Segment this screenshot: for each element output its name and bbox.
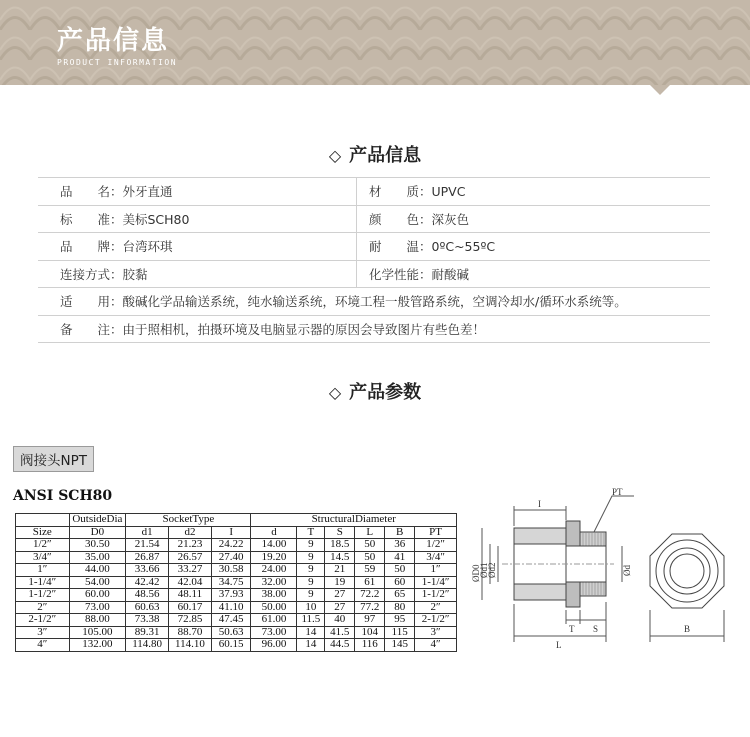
spec-row	[16, 551, 457, 564]
info-row	[38, 233, 710, 261]
spec-table	[15, 513, 457, 652]
spec-cell: 50	[355, 539, 385, 552]
spec-cell: 60.17	[169, 601, 212, 614]
spec-cell: 9	[297, 589, 325, 602]
spec-cell: 19.20	[251, 551, 297, 564]
spec-cell: 80	[385, 601, 415, 614]
banner-notch	[650, 85, 670, 95]
spec-column-row	[16, 526, 457, 539]
spec-cell: 41	[385, 551, 415, 564]
banner-title: 产品信息	[57, 26, 170, 56]
spec-cell: 34.75	[211, 576, 251, 589]
spec-cell: 1-1/2″	[16, 589, 70, 602]
spec-cell: 27	[325, 589, 355, 602]
spec-column-header: I	[211, 526, 251, 539]
spec-cell: 21.54	[126, 539, 169, 552]
spec-cell: 4″	[16, 639, 70, 652]
spec-cell: 30.50	[69, 539, 126, 552]
spec-cell: 77.2	[355, 601, 385, 614]
spec-cell: 50.63	[211, 626, 251, 639]
spec-cell: 132.00	[69, 639, 126, 652]
spec-group-header: OutsideDia	[69, 514, 126, 527]
spec-cell: 2-1/2″	[16, 614, 70, 627]
spec-cell: 3/4″	[16, 551, 70, 564]
spec-column-header: d1	[126, 526, 169, 539]
info-note: 备 注：由于照相机，拍摄环境及电脑显示器的原因会导致图片有些色差！	[38, 315, 710, 343]
spec-cell: 27	[325, 601, 355, 614]
spec-cell: 88.00	[69, 614, 126, 627]
info-row	[38, 178, 710, 206]
spec-heading: ANSI SCH80	[13, 488, 113, 504]
spec-cell: 2″	[415, 601, 457, 614]
spec-cell: 61	[355, 576, 385, 589]
info-cell: 化学性能：耐酸碱	[357, 260, 711, 288]
spec-cell: 73.00	[69, 601, 126, 614]
info-cell: 品 牌：台湾环琪	[38, 233, 357, 261]
spec-cell: 88.70	[169, 626, 212, 639]
spec-cell: 9	[297, 551, 325, 564]
spec-cell: 1″	[415, 564, 457, 577]
spec-cell: 44.5	[325, 639, 355, 652]
spec-cell: 11.5	[297, 614, 325, 627]
info-cell: 连接方式：胶黏	[38, 260, 357, 288]
spec-column-header: D0	[69, 526, 126, 539]
spec-cell: 96.00	[251, 639, 297, 652]
spec-cell: 48.11	[169, 589, 212, 602]
spec-column-header: d2	[169, 526, 212, 539]
spec-cell: 26.57	[169, 551, 212, 564]
spec-cell: 30.58	[211, 564, 251, 577]
spec-cell: 1/2″	[415, 539, 457, 552]
diamond-icon: ◇	[328, 146, 342, 165]
spec-cell: 50.00	[251, 601, 297, 614]
info-cell: 颜 色：深灰色	[357, 205, 711, 233]
label-pt: PT	[612, 487, 623, 497]
spec-cell: 105.00	[69, 626, 126, 639]
spec-cell: 9	[297, 576, 325, 589]
spec-column-header: L	[355, 526, 385, 539]
spec-cell: 114.10	[169, 639, 212, 652]
info-cell: 材 质：UPVC	[357, 178, 711, 206]
spec-cell: 14.00	[251, 539, 297, 552]
spec-cell: 14	[297, 639, 325, 652]
spec-cell: 1″	[16, 564, 70, 577]
spec-cell: 60.63	[126, 601, 169, 614]
spec-cell: 104	[355, 626, 385, 639]
spec-group-row	[16, 514, 457, 527]
label-t: T	[569, 624, 575, 634]
spec-cell: 1-1/4″	[16, 576, 70, 589]
label-d0: ØD0	[471, 564, 481, 582]
spec-cell: 10	[297, 601, 325, 614]
info-usage: 适 用：酸碱化学品输送系统，纯水输送系统，环境工程一般管路系统，空调冷却水/循环水系统等。	[38, 288, 710, 316]
spec-cell: 38.00	[251, 589, 297, 602]
spec-cell: 60.00	[69, 589, 126, 602]
spec-cell: 1-1/2″	[415, 589, 457, 602]
spec-cell: 3″	[415, 626, 457, 639]
product-info-table	[38, 177, 710, 343]
label-d2: Ød2	[487, 562, 497, 578]
banner-subtitle: PRODUCT INFORMATION	[57, 58, 178, 67]
spec-cell: 37.93	[211, 589, 251, 602]
spec-cell: 54.00	[69, 576, 126, 589]
spec-cell: 33.66	[126, 564, 169, 577]
spec-cell: 89.31	[126, 626, 169, 639]
spec-row	[16, 626, 457, 639]
spec-cell: 35.00	[69, 551, 126, 564]
fitting-drawing	[462, 486, 742, 656]
spec-cell: 65	[385, 589, 415, 602]
spec-column-header: S	[325, 526, 355, 539]
spec-column-header: B	[385, 526, 415, 539]
spec-cell: 95	[385, 614, 415, 627]
spec-group-empty	[16, 514, 70, 527]
spec-cell: 41.5	[325, 626, 355, 639]
info-row	[38, 315, 710, 343]
label-i: I	[538, 499, 541, 509]
spec-cell: 24.22	[211, 539, 251, 552]
diamond-icon: ◇	[328, 383, 342, 402]
spec-column-header: PT	[415, 526, 457, 539]
spec-row	[16, 576, 457, 589]
spec-cell: 114.80	[126, 639, 169, 652]
spec-cell: 59	[355, 564, 385, 577]
spec-cell: 48.56	[126, 589, 169, 602]
spec-cell: 2″	[16, 601, 70, 614]
spec-row	[16, 564, 457, 577]
spec-group-header: StructuralDiameter	[251, 514, 457, 527]
label-d: Ød	[622, 565, 632, 576]
side-view	[482, 496, 634, 642]
spec-cell: 115	[385, 626, 415, 639]
spec-cell: 40	[325, 614, 355, 627]
info-cell: 品 名：外牙直通	[38, 178, 357, 206]
spec-cell: 36	[385, 539, 415, 552]
spec-column-header: Size	[16, 526, 70, 539]
spec-cell: 60.15	[211, 639, 251, 652]
section-title-params	[0, 378, 750, 404]
spec-cell: 9	[297, 564, 325, 577]
spec-column-header: T	[297, 526, 325, 539]
label-b: B	[684, 624, 691, 634]
spec-cell: 50	[355, 551, 385, 564]
spec-cell: 33.27	[169, 564, 212, 577]
spec-cell: 72.85	[169, 614, 212, 627]
spec-cell: 21	[325, 564, 355, 577]
spec-cell: 4″	[415, 639, 457, 652]
spec-row	[16, 614, 457, 627]
spec-row	[16, 601, 457, 614]
spec-cell: 145	[385, 639, 415, 652]
spec-body	[16, 539, 457, 652]
spec-column-header: d	[251, 526, 297, 539]
spec-cell: 47.45	[211, 614, 251, 627]
label-l: L	[556, 640, 562, 650]
spec-cell: 72.2	[355, 589, 385, 602]
section-title-text: 产品信息	[349, 145, 422, 166]
spec-cell: 32.00	[251, 576, 297, 589]
spec-cell: 1/2″	[16, 539, 70, 552]
spec-cell: 60	[385, 576, 415, 589]
spec-cell: 116	[355, 639, 385, 652]
spec-cell: 2-1/2″	[415, 614, 457, 627]
spec-cell: 97	[355, 614, 385, 627]
spec-cell: 19	[325, 576, 355, 589]
spec-cell: 1-1/4″	[415, 576, 457, 589]
spec-cell: 24.00	[251, 564, 297, 577]
banner	[0, 0, 750, 85]
spec-cell: 9	[297, 539, 325, 552]
section-title-info	[0, 141, 750, 167]
section-title-text: 产品参数	[349, 382, 422, 403]
spec-cell: 61.00	[251, 614, 297, 627]
spec-cell: 41.10	[211, 601, 251, 614]
info-row	[38, 260, 710, 288]
spec-cell: 73.00	[251, 626, 297, 639]
spec-cell: 14.5	[325, 551, 355, 564]
spec-cell: 26.87	[126, 551, 169, 564]
info-cell: 标 准：美标SCH80	[38, 205, 357, 233]
spec-cell: 44.00	[69, 564, 126, 577]
spec-row	[16, 639, 457, 652]
label-s: S	[593, 624, 599, 634]
spec-row	[16, 589, 457, 602]
info-row	[38, 288, 710, 316]
info-row	[38, 205, 710, 233]
spec-cell: 50	[385, 564, 415, 577]
spec-cell: 73.38	[126, 614, 169, 627]
spec-row	[16, 539, 457, 552]
spec-cell: 27.40	[211, 551, 251, 564]
label-d1: Ød1	[479, 562, 489, 578]
spec-group-header: SocketType	[126, 514, 251, 527]
spec-cell: 42.42	[126, 576, 169, 589]
product-type-tag: 阀接头NPT	[13, 446, 94, 472]
spec-cell: 18.5	[325, 539, 355, 552]
spec-cell: 3″	[16, 626, 70, 639]
spec-cell: 42.04	[169, 576, 212, 589]
spec-cell: 21.23	[169, 539, 212, 552]
info-cell: 耐 温：0ºC~55ºC	[357, 233, 711, 261]
spec-cell: 14	[297, 626, 325, 639]
spec-cell: 3/4″	[415, 551, 457, 564]
